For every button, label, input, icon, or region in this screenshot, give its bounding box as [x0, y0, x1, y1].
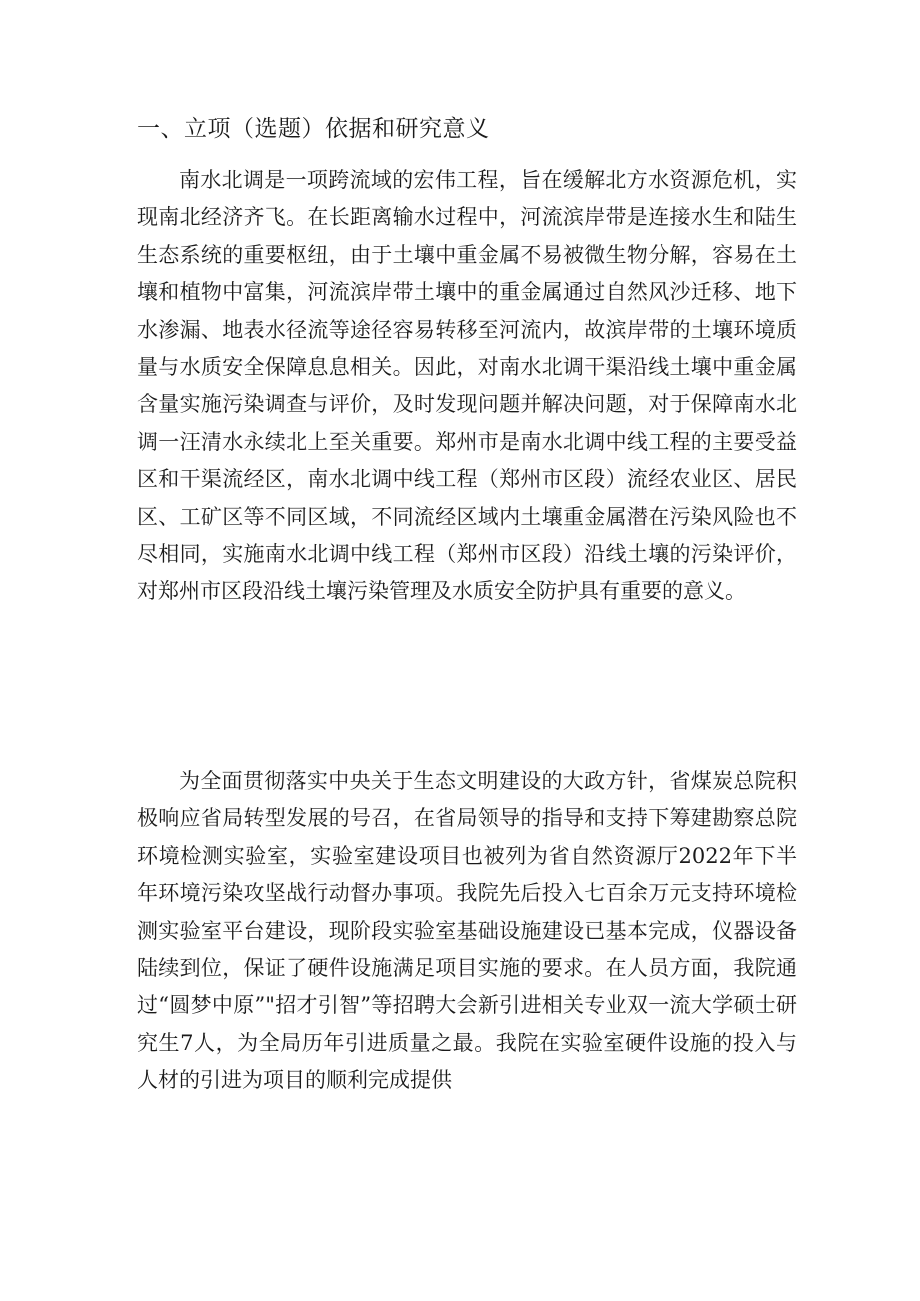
body-paragraph-2: 为全面贯彻落实中央关于生态文明建设的大政方针，省煤炭总院积极响应省局转型发展的号召，在省局领导的指导和支持下筹建勘察总院环境检测实验室，实验室建设项目也被列为省自然资源厅2022年下半年环境污染攻坚战行动督办事项。我院先后投入七百余万元支持环境检测实验室平台建设，现阶段实验室基础设施建设已基本完成，仪器设备陆续到位，保证了硬件设施满足项目实施的要求。在人员方面，我院通过“圆梦中原”"招才引智”等招聘大会新引进相关专业双一流大学硕士研究生7人，为全局历年引进质量之最。我院在实验室硬件设施的投入与人材的引进为项目的顺利完成提供 — [137, 769, 797, 1093]
body-paragraph-1: 南水北调是一项跨流域的宏伟工程，旨在缓解北方水资源危机，实现南北经济齐飞。在长距离输水过程中，河流滨岸带是连接水生和陆生生态系统的重要枢纽，由于土壤中重金属不易被微生物分解，容易在土壤和植物中富集，河流滨岸带土壤中的重金属通过自然风沙迁移、地下水渗漏、地表水径流等途径容易转移至河流内，故滨岸带的土壤环境质量与水质安全保障息息相关。因此，对南水北调干渠沿线土壤中重金属含量实施污染调查与评价，及时发现问题并解决问题，对于保障南水北调一汪清水永续北上至关重要。郑州市是南水北调中线工程的主要受益区和干渠流经区，南水北调中线工程（郑州市区段）流经农业区、居民区、工矿区等不同区域，不同流经区域内土壤重金属潜在污染风险也不尽相同，实施南水北调中线工程（郑州市区段）沿线土壤的污染评价，对郑州市区段沿线土壤污染管理及水质安全防护具有重要的意义。 — [137, 168, 797, 604]
section-heading: 一、立项（选题）依据和研究意义 — [137, 116, 490, 142]
